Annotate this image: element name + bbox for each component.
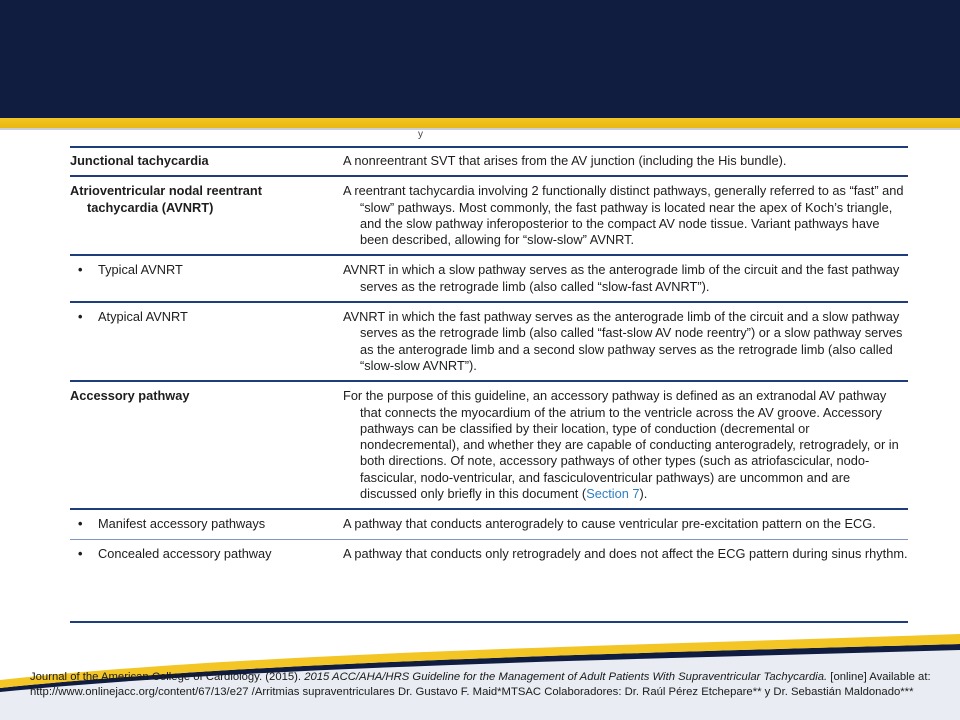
definition-text: A reentrant tachycardia involving 2 functionally distinct pathways, generally referred to as “fast” and “slow” pathways. Most commonly, the fast pathway is located near the apex of Koch’s triangle, and the slow pathway inferoposterior to the compact AV node tissue. Variant pathways have been described, allowing for “slow-slow” AVNRT. <box>343 183 904 248</box>
term-junctional-tachycardia: Junctional tachycardia <box>70 153 209 168</box>
bullet-icon: • <box>78 516 83 532</box>
definition-text: AVNRT in which a slow pathway serves as the anterograde limb of the circuit and the fast pathway serves as the retrograde limb (also called “slow-fast AVNRT”). <box>343 262 900 294</box>
section-7-link[interactable]: Section 7 <box>586 486 640 502</box>
term-accessory-pathway: Accessory pathway <box>70 388 190 404</box>
table-fragment-text: y <box>418 129 423 140</box>
definition-text: A pathway that conducts only retrogradely and does not affect the ECG pattern during sinus rhythm. <box>343 545 908 561</box>
term-atypical-avnrt: • Atypical AVNRT <box>78 309 188 325</box>
table-row <box>70 255 908 302</box>
table-row <box>70 302 908 381</box>
table-bottom-rule <box>70 621 908 623</box>
definitions-table <box>70 147 908 568</box>
definition-text: For the purpose of this guideline, an accessory pathway is defined as an extranodal AV pathway that connects the myocardium of the atrium to the ventricle across the AV groove. Accessory pathways can be classified by their location, type of conduction (decremental or nondecremental), and whether they are capable of conducting anterogradely, retrogradely, or in both directions. Of note, accessory pathways of other types (such as atriofascicular, nodo-fascicular, nodo-ventricular, and fasciculoventricular pathways) are uncommon and are discussed only briefly in this document (Section 7). <box>343 388 899 502</box>
citation-title: 2015 ACC/AHA/HRS Guideline for the Management of Adult Patients With Supraventricular Tachycardia. <box>304 671 828 683</box>
table-row <box>70 539 908 568</box>
table-row <box>70 176 908 255</box>
bullet-icon: • <box>78 545 83 561</box>
term-typical-avnrt: • Typical AVNRT <box>78 262 183 278</box>
term-avnrt: Atrioventricular nodal reentrant tachycardia (AVNRT) <box>70 183 262 215</box>
header-gold-stripe <box>0 118 960 128</box>
definition-text: AVNRT in which the fast pathway serves as the anterograde limb of the circuit and a slow pathway serves as the retrograde limb (also called “fast-slow AV node reentry”) or a slow pathway serves as the anterograde limb and a second slow pathway serves as the retrograde limb (also called “slow-slow AVNRT”). <box>343 309 903 373</box>
table-row <box>70 381 908 509</box>
header-silver-stripe <box>0 128 960 130</box>
table-row <box>70 509 908 539</box>
definition-text: A pathway that conducts anterogradely to cause ventricular pre-excitation pattern on the ECG. <box>343 516 876 532</box>
term-manifest-accessory-pathways: • Manifest accessory pathways <box>78 516 266 532</box>
bullet-icon: • <box>78 262 83 278</box>
table-row <box>70 147 908 176</box>
bullet-icon: • <box>78 309 83 325</box>
term-concealed-accessory-pathway: • Concealed accessory pathway <box>78 545 272 561</box>
definition-text: A nonreentrant SVT that arises from the AV junction (including the His bundle). <box>343 153 787 168</box>
header-band <box>0 0 960 118</box>
citation: Journal of the American College of Cardiology. (2015). 2015 ACC/AHA/HRS Guideline for the Management of Adult Patients With Supraventricular Tachycardia. [online] Available at: http://www.onlinejacc.org/content/67/13/e27 /Arritmias supraventriculares Dr. Gustavo F. Maid*MTSAC Colaboradores: Dr. Raúl Pérez Etchepare** y Dr. Sebastián Maldonado*** <box>30 671 931 698</box>
